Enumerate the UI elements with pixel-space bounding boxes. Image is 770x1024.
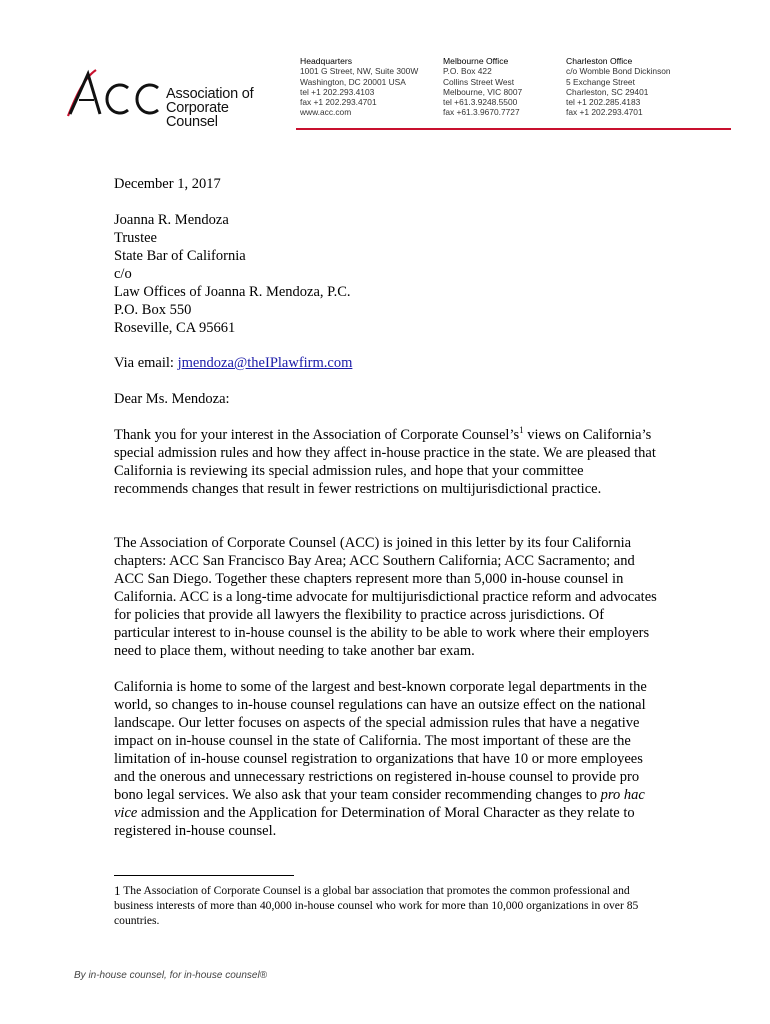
org-name	[166, 87, 278, 129]
office-headquarters	[300, 56, 418, 118]
address-line: P.O. Box 550	[114, 302, 192, 318]
office-line: Washington, DC 20001 USA	[300, 76, 406, 87]
office-line: 1001 G Street, NW, Suite 300W	[300, 66, 419, 77]
office-line: tel +1 202.285.4183	[566, 97, 641, 108]
address-line: c/o	[114, 266, 132, 282]
paragraph-text: Thank you for your interest in the Association of Corporate Counsel’s	[114, 427, 520, 443]
footnote	[114, 883, 659, 928]
footnote-ref: 1	[519, 425, 524, 436]
address-line: State Bar of California	[114, 248, 246, 264]
paragraph-chapters: The Association of Corporate Counsel (ACC) is joined in this letter by its four California chapters: ACC San Francisco Bay Area; ACC Southern California; ACC Sacramento; and ACC San Diego. Together these chapters represent more than 5,000 in-house counsel in California. ACC is a long-time advocate for multijurisdictional practice reform and advocates for policies that provide all lawyers the flexibility to practice across jurisdictions. Of particular interest to in-house counsel is the ability to be able to work where their employers need to place them, without needing to take another bar exam.	[114, 535, 657, 659]
salutation: Dear Ms. Mendoza:	[114, 391, 230, 407]
office-line: Collins Street West	[443, 76, 515, 87]
paragraph-california	[114, 678, 659, 840]
via-label: Via email:	[114, 355, 178, 371]
office-website-link[interactable]: www.acc.com	[300, 107, 352, 118]
office-line: 5 Exchange Street	[566, 76, 635, 87]
footnote-divider	[114, 875, 294, 876]
office-line: Charleston, SC 29401	[566, 86, 649, 97]
office-title: Melbourne Office	[443, 56, 509, 66]
address-line: Roseville, CA 95661	[114, 320, 236, 336]
footnote-number: 1	[114, 883, 121, 898]
letter-date: December 1, 2017	[114, 176, 221, 192]
address-line: Law Offices of Joanna R. Mendoza, P.C.	[114, 284, 351, 300]
address-line: Joanna R. Mendoza	[114, 212, 229, 228]
acc-logo-mark-icon	[66, 66, 166, 122]
paragraph-text: views on California’s special admission rules and how they affect in-house practice in the state. We are pleased that California is reviewing its special admission rules, and hope that your committee recommends changes that result in fewer restrictions on multijurisdictional practice.	[114, 427, 656, 497]
via-email	[114, 354, 352, 372]
org-name-line2: Corporate Counsel	[166, 100, 229, 130]
acc-logo	[66, 66, 278, 130]
office-line: Melbourne, VIC 8007	[443, 86, 523, 97]
office-line: P.O. Box 422	[443, 66, 492, 77]
address-line: Trustee	[114, 230, 157, 246]
office-line: fax +61.3.9670.7727	[443, 107, 520, 118]
office-line: tel +61.3.9248.5500	[443, 97, 518, 108]
office-line: fax +1 202.293.4701	[300, 97, 377, 108]
office-line: tel +1 202.293.4103	[300, 86, 375, 97]
office-line: c/o Womble Bond Dickinson	[566, 66, 671, 77]
paragraph-text: admission and the Application for Determination of Moral Character as they relate to registered in-house counsel.	[114, 805, 635, 839]
office-title: Charleston Office	[566, 56, 633, 66]
paragraph-text: California is home to some of the largest and best-known corporate legal departments in the world, so changes to in-house counsel regulations can have an outsize effect on the national landscape. Our letter focuses on aspects of the special admission rules that have a negative impact on in-house counsel in the state of California. The most important of these are the limitation of in-house counsel registration to organizations that have 10 or more employees and the onerous and unnecessary restrictions on registered in-house counsel to provide pro bono legal services. We also ask that your team consider recommending changes to	[114, 679, 647, 803]
letterhead-divider	[296, 128, 731, 130]
office-title: Headquarters	[300, 56, 353, 66]
org-name-line1: Association of	[166, 86, 254, 102]
office-charleston	[566, 56, 671, 118]
footnote-text: The Association of Corporate Counsel is a global bar association that promotes the common professional and business interests of more than 40,000 in-house counsel who work for more than 10,000 organizations in over 85 countries.	[114, 884, 639, 927]
office-melbourne	[443, 56, 522, 118]
office-line: fax +1 202.293.4701	[566, 107, 643, 118]
recipient-address	[114, 211, 351, 337]
italic-term: pro hac vice	[114, 787, 645, 821]
email-link[interactable]: jmendoza@theIPlawfirm.com	[177, 355, 353, 371]
paragraph-intro	[114, 426, 659, 498]
footer-tagline: By in-house counsel, for in-house counsel®	[74, 970, 268, 981]
